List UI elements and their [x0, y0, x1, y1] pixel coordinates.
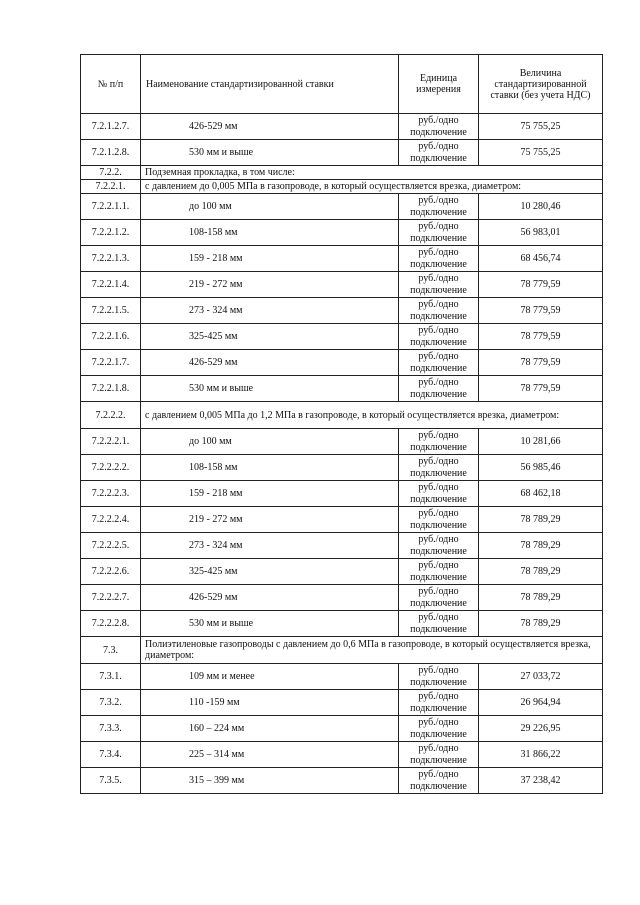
row-name: 530 мм и выше — [141, 140, 399, 166]
row-name: 426-529 мм — [141, 350, 399, 376]
table-row — [81, 114, 603, 140]
row-price: 78 779,59 — [479, 376, 603, 402]
header-unit: Единица измерения — [399, 55, 479, 114]
section-title: с давлением 0,005 МПа до 1,2 МПа в газопроводе, в который осуществляется врезка, диаметром: — [141, 402, 603, 429]
table-row — [81, 350, 603, 376]
row-name: до 100 мм — [141, 429, 399, 455]
table-row — [81, 742, 603, 768]
row-name: 530 мм и выше — [141, 376, 399, 402]
row-name: 325-425 мм — [141, 559, 399, 585]
row-number: 7.2.2.2.8. — [81, 611, 141, 637]
rates-table — [80, 54, 603, 794]
row-price: 29 226,95 — [479, 716, 603, 742]
row-unit: руб./одно подключение — [399, 298, 479, 324]
row-number: 7.3.1. — [81, 664, 141, 690]
row-unit: руб./одно подключение — [399, 664, 479, 690]
section-title: Подземная прокладка, в том числе: — [141, 166, 603, 180]
table-row — [81, 324, 603, 350]
row-name: 108-158 мм — [141, 220, 399, 246]
row-number: 7.2.2.2.2. — [81, 455, 141, 481]
row-unit: руб./одно подключение — [399, 481, 479, 507]
table-row — [81, 559, 603, 585]
table-row — [81, 429, 603, 455]
row-price: 31 866,22 — [479, 742, 603, 768]
table-row — [81, 690, 603, 716]
table-row — [81, 220, 603, 246]
row-name: 110 -159 мм — [141, 690, 399, 716]
row-price: 78 789,29 — [479, 507, 603, 533]
row-name: 273 - 324 мм — [141, 298, 399, 324]
table-row — [81, 272, 603, 298]
row-unit: руб./одно подключение — [399, 350, 479, 376]
row-unit: руб./одно подключение — [399, 246, 479, 272]
section-row — [81, 637, 603, 664]
row-number: 7.2.2.1.8. — [81, 376, 141, 402]
row-number: 7.2.2.1.6. — [81, 324, 141, 350]
row-number: 7.2.2.2.5. — [81, 533, 141, 559]
table-row — [81, 507, 603, 533]
row-unit: руб./одно подключение — [399, 324, 479, 350]
table-row — [81, 611, 603, 637]
row-name: 109 мм и менее — [141, 664, 399, 690]
row-name: 159 - 218 мм — [141, 246, 399, 272]
row-price: 10 280,46 — [479, 194, 603, 220]
row-number: 7.3.3. — [81, 716, 141, 742]
row-unit: руб./одно подключение — [399, 376, 479, 402]
section-row — [81, 402, 603, 429]
section-number: 7.2.2.1. — [81, 180, 141, 194]
row-unit: руб./одно подключение — [399, 611, 479, 637]
row-unit: руб./одно подключение — [399, 585, 479, 611]
row-unit: руб./одно подключение — [399, 140, 479, 166]
row-name: 530 мм и выше — [141, 611, 399, 637]
row-price: 68 462,18 — [479, 481, 603, 507]
row-number: 7.3.4. — [81, 742, 141, 768]
section-number: 7.2.2.2. — [81, 402, 141, 429]
table-row — [81, 246, 603, 272]
row-name: 160 – 224 мм — [141, 716, 399, 742]
row-number: 7.3.5. — [81, 768, 141, 794]
table-row — [81, 533, 603, 559]
row-number: 7.2.2.2.6. — [81, 559, 141, 585]
row-unit: руб./одно подключение — [399, 220, 479, 246]
row-number: 7.2.1.2.8. — [81, 140, 141, 166]
table-row — [81, 768, 603, 794]
row-unit: руб./одно подключение — [399, 194, 479, 220]
row-number: 7.2.2.1.7. — [81, 350, 141, 376]
row-number: 7.2.2.1.2. — [81, 220, 141, 246]
section-title: Полиэтиленовые газопроводы с давлением до 0,6 МПа в газопроводе, в который осуществляется врезка, диаметром: — [141, 637, 603, 664]
row-unit: руб./одно подключение — [399, 429, 479, 455]
section-number: 7.2.2. — [81, 166, 141, 180]
section-number: 7.3. — [81, 637, 141, 664]
row-number: 7.2.2.2.4. — [81, 507, 141, 533]
row-unit: руб./одно подключение — [399, 690, 479, 716]
row-unit: руб./одно подключение — [399, 272, 479, 298]
row-price: 78 789,29 — [479, 611, 603, 637]
row-name: до 100 мм — [141, 194, 399, 220]
row-price: 56 985,46 — [479, 455, 603, 481]
row-number: 7.2.2.1.3. — [81, 246, 141, 272]
section-row — [81, 166, 603, 180]
row-price: 68 456,74 — [479, 246, 603, 272]
row-unit: руб./одно подключение — [399, 559, 479, 585]
row-price: 78 789,29 — [479, 559, 603, 585]
row-unit: руб./одно подключение — [399, 768, 479, 794]
section-title: с давлением до 0,005 МПа в газопроводе, в который осуществляется врезка, диаметром: — [141, 180, 603, 194]
table-header-row — [81, 55, 603, 114]
row-number: 7.2.2.2.3. — [81, 481, 141, 507]
table-row — [81, 664, 603, 690]
row-name: 225 – 314 мм — [141, 742, 399, 768]
row-unit: руб./одно подключение — [399, 114, 479, 140]
row-name: 219 - 272 мм — [141, 507, 399, 533]
row-price: 26 964,94 — [479, 690, 603, 716]
row-number: 7.2.1.2.7. — [81, 114, 141, 140]
row-number: 7.2.2.1.4. — [81, 272, 141, 298]
row-price: 27 033,72 — [479, 664, 603, 690]
row-name: 159 - 218 мм — [141, 481, 399, 507]
table-row — [81, 716, 603, 742]
row-price: 78 779,59 — [479, 298, 603, 324]
row-unit: руб./одно подключение — [399, 716, 479, 742]
row-number: 7.2.2.1.5. — [81, 298, 141, 324]
row-price: 78 779,59 — [479, 350, 603, 376]
header-name: Наименование стандартизированной ставки — [141, 55, 399, 114]
row-number: 7.2.2.2.1. — [81, 429, 141, 455]
row-price: 78 789,29 — [479, 585, 603, 611]
table-row — [81, 455, 603, 481]
row-number: 7.3.2. — [81, 690, 141, 716]
table-row — [81, 585, 603, 611]
row-price: 10 281,66 — [479, 429, 603, 455]
row-name: 426-529 мм — [141, 585, 399, 611]
table-row — [81, 376, 603, 402]
row-name: 315 – 399 мм — [141, 768, 399, 794]
row-unit: руб./одно подключение — [399, 533, 479, 559]
row-name: 219 - 272 мм — [141, 272, 399, 298]
row-price: 75 755,25 — [479, 114, 603, 140]
table-row — [81, 298, 603, 324]
row-unit: руб./одно подключение — [399, 742, 479, 768]
row-unit: руб./одно подключение — [399, 455, 479, 481]
header-num: № п/п — [81, 55, 141, 114]
row-price: 78 779,59 — [479, 324, 603, 350]
row-number: 7.2.2.2.7. — [81, 585, 141, 611]
table-row — [81, 194, 603, 220]
row-unit: руб./одно подключение — [399, 507, 479, 533]
row-price: 78 779,59 — [479, 272, 603, 298]
row-name: 426-529 мм — [141, 114, 399, 140]
row-price: 78 789,29 — [479, 533, 603, 559]
table-row — [81, 481, 603, 507]
section-row — [81, 180, 603, 194]
table-row — [81, 140, 603, 166]
header-value: Величина стандартизированной ставки (без учета НДС) — [479, 55, 603, 114]
row-name: 325-425 мм — [141, 324, 399, 350]
row-number: 7.2.2.1.1. — [81, 194, 141, 220]
row-price: 56 983,01 — [479, 220, 603, 246]
row-name: 108-158 мм — [141, 455, 399, 481]
row-price: 37 238,42 — [479, 768, 603, 794]
row-name: 273 - 324 мм — [141, 533, 399, 559]
row-price: 75 755,25 — [479, 140, 603, 166]
